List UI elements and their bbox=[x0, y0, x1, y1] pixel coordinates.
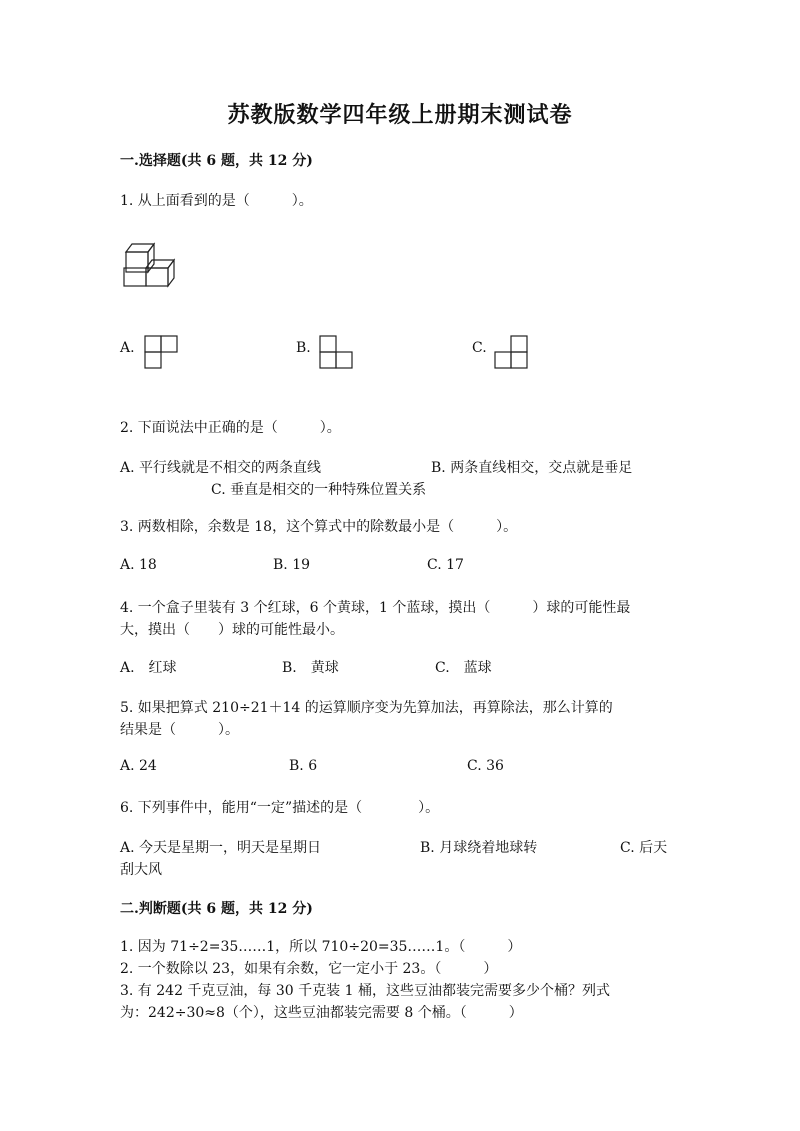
q5-option-b[interactable]: B. 6 bbox=[289, 758, 318, 774]
top-view-c-icon bbox=[493, 334, 529, 370]
q2-option-c[interactable]: C. 垂直是相交的一种特殊位置关系 bbox=[211, 482, 427, 498]
question-5-line-1: 5. 如果把算式 210÷21＋14 的运算顺序变为先算加法，再算除法，那么计算的 bbox=[120, 700, 613, 716]
q5-option-c[interactable]: C. 36 bbox=[467, 758, 504, 774]
q1-option-a-label[interactable]: A. bbox=[120, 340, 135, 356]
page-title: 苏教版数学四年级上册期末测试卷 bbox=[227, 102, 573, 128]
q6-option-c[interactable]: C. 后天 bbox=[620, 840, 668, 856]
question-2: 2. 下面说法中正确的是（ ）。 bbox=[120, 420, 341, 436]
section-heading-judge: 二.判断题(共 6 题，共 12 分) bbox=[120, 901, 313, 917]
question-4-line-1: 4. 一个盒子里装有 3 个红球，6 个黄球，1 个蓝球，摸出（ ）球的可能性最 bbox=[120, 600, 631, 616]
q1-option-b-label[interactable]: B. bbox=[296, 340, 311, 356]
q4-option-b[interactable]: B. 黄球 bbox=[282, 660, 339, 676]
judge-item-3-line-1: 3. 有 242 千克豆油，每 30 千克装 1 桶，这些豆油都装完需要多少个桶？列式 bbox=[120, 983, 610, 999]
top-view-b-icon bbox=[318, 334, 354, 370]
q3-option-c[interactable]: C. 17 bbox=[427, 557, 464, 573]
section-heading-choice: 一.选择题(共 6 题，共 12 分) bbox=[120, 153, 313, 169]
q2-option-a[interactable]: A. 平行线就是不相交的两条直线 bbox=[120, 460, 322, 476]
q3-option-a[interactable]: A. 18 bbox=[120, 557, 157, 573]
q3-option-b[interactable]: B. 19 bbox=[273, 557, 311, 573]
q4-option-a[interactable]: A. 红球 bbox=[120, 660, 177, 676]
q5-option-a[interactable]: A. 24 bbox=[120, 758, 157, 774]
top-view-a-icon bbox=[143, 334, 179, 370]
q6-option-a[interactable]: A. 今天是星期一，明天是星期日 bbox=[120, 840, 322, 856]
question-6: 6. 下列事件中，能用“一定”描述的是（ ）。 bbox=[120, 800, 440, 816]
judge-item-3-line-2: 为：242÷30≈8（个），这些豆油都装完需要 8 个桶。（ ） bbox=[120, 1005, 523, 1021]
q2-option-b[interactable]: B. 两条直线相交，交点就是垂足 bbox=[431, 460, 633, 476]
judge-item-1: 1. 因为 71÷2=35……1，所以 710÷20=35……1。（ ） bbox=[120, 939, 522, 955]
q6-option-c-continued: 刮大风 bbox=[120, 862, 162, 878]
question-3: 3. 两数相除，余数是 18，这个算式中的除数最小是（ ）。 bbox=[120, 519, 518, 535]
cube-stack-icon bbox=[118, 238, 184, 290]
q1-option-c-label[interactable]: C. bbox=[472, 340, 487, 356]
question-1: 1. 从上面看到的是（ ）。 bbox=[120, 193, 313, 209]
q4-option-c[interactable]: C. 蓝球 bbox=[435, 660, 492, 676]
question-5-line-2: 结果是（ ）。 bbox=[120, 722, 239, 738]
judge-item-2: 2. 一个数除以 23，如果有余数，它一定小于 23。（ ） bbox=[120, 961, 498, 977]
question-4-line-2: 大，摸出（ ）球的可能性最小。 bbox=[120, 622, 344, 638]
q6-option-b[interactable]: B. 月球绕着地球转 bbox=[420, 840, 538, 856]
